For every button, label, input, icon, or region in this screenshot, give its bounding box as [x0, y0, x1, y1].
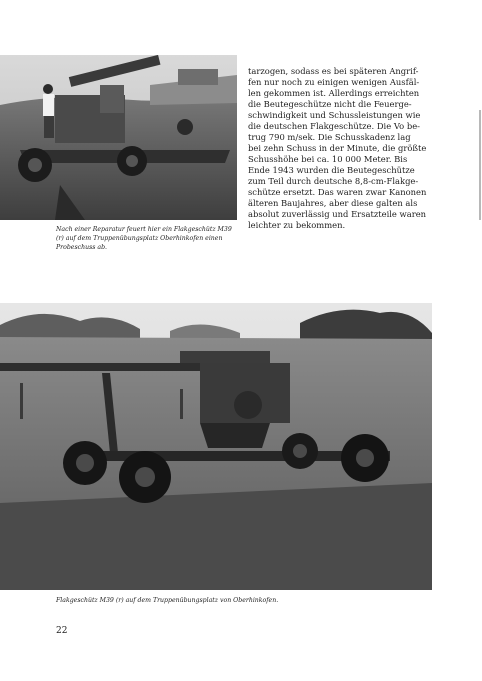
body-line: Schusshöhe bei ca. 10 000 Meter. Bis [248, 154, 408, 164]
photo-caption-top: Nach einer Reparatur feuert hier ein Flakgeschütz M39 (r) auf dem Truppenübungsplatz Oberhinkofen einen Probeschuss ab. [56, 226, 232, 251]
body-line: absolut zuverlässig und Ersatzteile waren [248, 209, 427, 219]
body-line: len gekommen ist. Allerdings erreichten [248, 88, 420, 98]
body-line: bei zehn Schuss in der Minute, die größte [248, 143, 427, 153]
body-line: die deutschen Flakgeschütze. Die Vo be- [248, 121, 420, 131]
photo-flak-gun-field [0, 303, 432, 590]
body-line: schwindigkeit und Schussleistungen wie [248, 110, 421, 120]
body-line: leichter zu bekommen. [248, 220, 346, 230]
body-line: trug 790 m/sek. Die Schusskadenz lag [248, 132, 411, 142]
page-number: 22 [56, 626, 68, 636]
body-line: schütze ersetzt. Das waren zwar Kanonen [248, 187, 427, 197]
photo-flak-gun-repair [0, 55, 237, 220]
body-line: zum Teil durch deutsche 8,8-cm-Flakge- [248, 176, 419, 186]
body-line: Ende 1943 wurden die Beutegeschütze [248, 165, 415, 175]
body-line: tarzogen, sodass es bei späteren Angrif- [248, 66, 419, 76]
body-text [248, 66, 436, 231]
body-line: älteren Baujahres, aber diese galten als [248, 198, 418, 208]
photo-caption-bottom: Flakgeschütz M39 (r) auf dem Truppenübungsplatz von Oberhinkofen. [56, 597, 279, 604]
page-edge-mark [479, 110, 481, 220]
body-line: die Beutegeschütze nicht die Feuerge- [248, 99, 412, 109]
flak-gun-repair-photo-icon [0, 55, 237, 220]
flak-gun-field-photo-icon [0, 303, 432, 590]
body-line: fen nur noch zu einigen wenigen Ausfäl- [248, 77, 420, 87]
